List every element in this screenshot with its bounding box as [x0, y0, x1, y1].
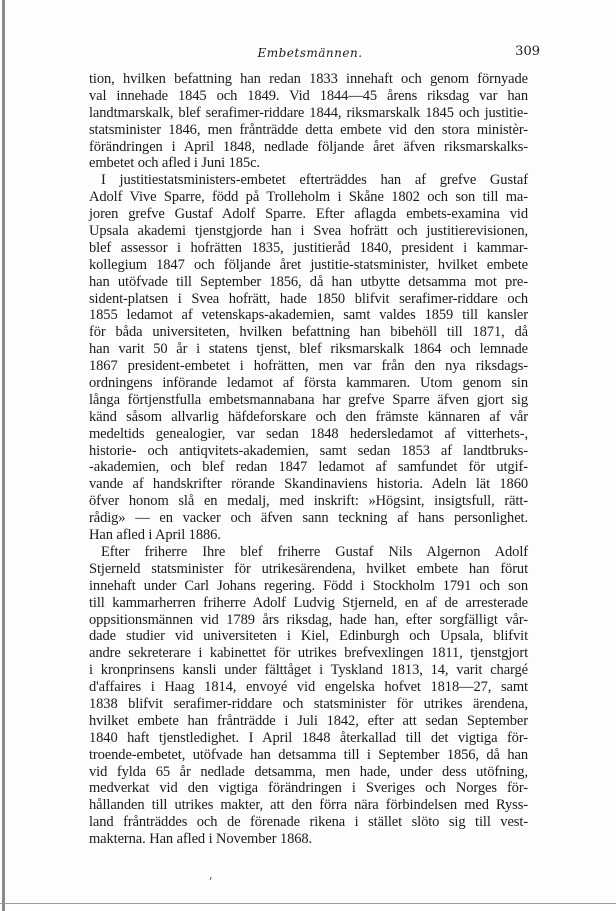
text-line: -akademien, och blef redan 1847 ledamot af samfundet för utgif-	[89, 459, 528, 476]
text-line: vid fylda 65 år nedlade detsamma, men hade, under dess utöfning,	[89, 763, 528, 780]
stray-mark: ʹ	[209, 876, 213, 890]
text-line: sident-platsen i Svea hofrätt, hade 1850 blifvit serafimer-riddare och	[89, 290, 528, 307]
text-line: öfver honom slå en medalj, med inskrift: »Högsint, insigtsfull, rätt-	[89, 493, 528, 510]
page-header	[90, 44, 540, 64]
body-text	[89, 71, 528, 848]
text-line: d'affaires i Haag 1814, envoyé vid engelska hofvet 1818—27, samt	[89, 679, 528, 696]
text-line: Upsala akademi tjenstgjorde han i Svea hofrätt och justitierevisionen,	[89, 223, 528, 240]
text-line: 1840 haft tjenstledighet. I April 1848 återkallad till det vigtiga för-	[89, 729, 528, 746]
text-line: troende-embetet, utöfvade han detsamma till i September 1856, då han	[89, 746, 528, 763]
text-line: land frånträddes och de förenade rikena i stället slöto sig till vest-	[89, 814, 528, 831]
text-line: i kronprinsens kansli under fälttåget i Tyskland 1813, 14, varit chargé	[89, 662, 528, 679]
text-line: kollegium 1847 och följande året justitie-statsminister, hvilket embete	[89, 256, 528, 273]
text-line: han varit 50 år i statens tjenst, blef riksmarskalk 1864 och lemnade	[89, 341, 528, 358]
text-line: medverkat vid den vigtiga förändringen i Sveriges och Norges för-	[89, 780, 528, 797]
text-line: Adolf Vive Sparre, född på Trolleholm i Skåne 1802 och son till ma-	[89, 189, 528, 206]
text-line: långa förtjenstfulla embetsmannabana har grefve Sparre äfven gjort sig	[89, 391, 528, 408]
text-line: oppsitionsmännen vid 1789 års riksdag, hade han, efter sorgfälligt vår-	[89, 611, 528, 628]
text-line: medeltids genealogier, var sedan 1848 hedersledamot af vitterhets-,	[89, 425, 528, 442]
text-line: statsminister 1846, men frånträdde detta embete vid den stora ministèr-	[89, 121, 528, 138]
text-line: förändringen i April 1848, nedlade följande året äfven riksmarskalks-	[89, 138, 528, 155]
text-line: Stjerneld statsminister för utrikesärendena, hvilket embete han förut	[89, 560, 528, 577]
text-line: 1855 ledamot af vetenskaps-akademien, samt valdes 1859 till kansler	[89, 307, 528, 324]
text-line: dade studier vid universiteten i Kiel, Edinburgh och Upsala, blifvit	[89, 628, 528, 645]
page-number: 309	[515, 44, 540, 59]
text-line: Han afled i April 1886.	[89, 527, 221, 544]
text-line: för båda universiteten, hvilken befattning han bibehöll till 1871, då	[89, 324, 528, 341]
text-line: joren grefve Gustaf Adolf Sparre. Efter aflagda embets-examina vid	[89, 206, 528, 223]
text-line: 1867 president-embetet i hofrätten, men var från den nya riksdags-	[89, 358, 528, 375]
text-line: val innehade 1845 och 1849. Vid 1844—45 årens riksdag var han	[89, 87, 528, 104]
text-line: makterna. Han afled i November 1868.	[89, 831, 313, 848]
text-line: rådig» — en vacker och äfven sann teckning af hans personlighet.	[89, 510, 528, 527]
paragraph-start-line: Efter friherre Ihre blef friherre Gustaf Nils Algernon Adolf	[101, 543, 528, 560]
text-line: ordningens införande ledamot af första kammaren. Utom genom sin	[89, 375, 528, 392]
text-line: andre sekreterare i kabinettet för utrikes brefvexlingen 1811, tjenstgjort	[89, 645, 528, 662]
text-line: landtmarskalk, blef serafimer-riddare 1844, riksmarskalk 1845 och justitie-	[89, 104, 528, 121]
text-line: blef assessor i hofrätten 1835, justitieråd 1840, president i kammar-	[89, 239, 528, 256]
text-line: historie- och antiqvitets-akademien, samt sedan 1853 af landtbruks-	[89, 442, 528, 459]
text-line: till kammarherren friherre Adolf Ludvig Stjerneld, en af de arresterade	[89, 594, 528, 611]
text-line: embetet och afled i Juni 185c.	[89, 155, 260, 172]
text-line: hvilket embete han frånträdde i Juli 1842, efter att sedan September	[89, 712, 528, 729]
text-line: innehaft under Carl Johans regering. Född i Stockholm 1791 och son	[89, 577, 528, 594]
text-line: känd såsom allvarlig häfdeforskare och den främste kännaren af vår	[89, 408, 528, 425]
text-line: tion, hvilken befattning han redan 1833 innehaft och genom förnyade	[89, 71, 528, 87]
text-line: hållanden till utrikes makter, att den förra nära förbindelsen med Ryss-	[89, 797, 528, 814]
text-line: han utöfvade till September 1856, då han utbytte detsamma mot pre-	[89, 273, 528, 290]
page-bottom-rule	[0, 903, 616, 904]
text-line: 1838 blifvit serafimer-riddare och statsminister för utrikes ärendena,	[89, 695, 528, 712]
paragraph-start-line: I justitiestatsministers-embetet efterträddes han af grefve Gustaf	[101, 172, 528, 189]
running-title: Embetsmännen.	[257, 46, 363, 60]
text-line: vande af handskrifter rörande Skandinaviens historia. Adeln lät 1860	[89, 476, 528, 493]
page-binding-edge	[2, 0, 5, 911]
